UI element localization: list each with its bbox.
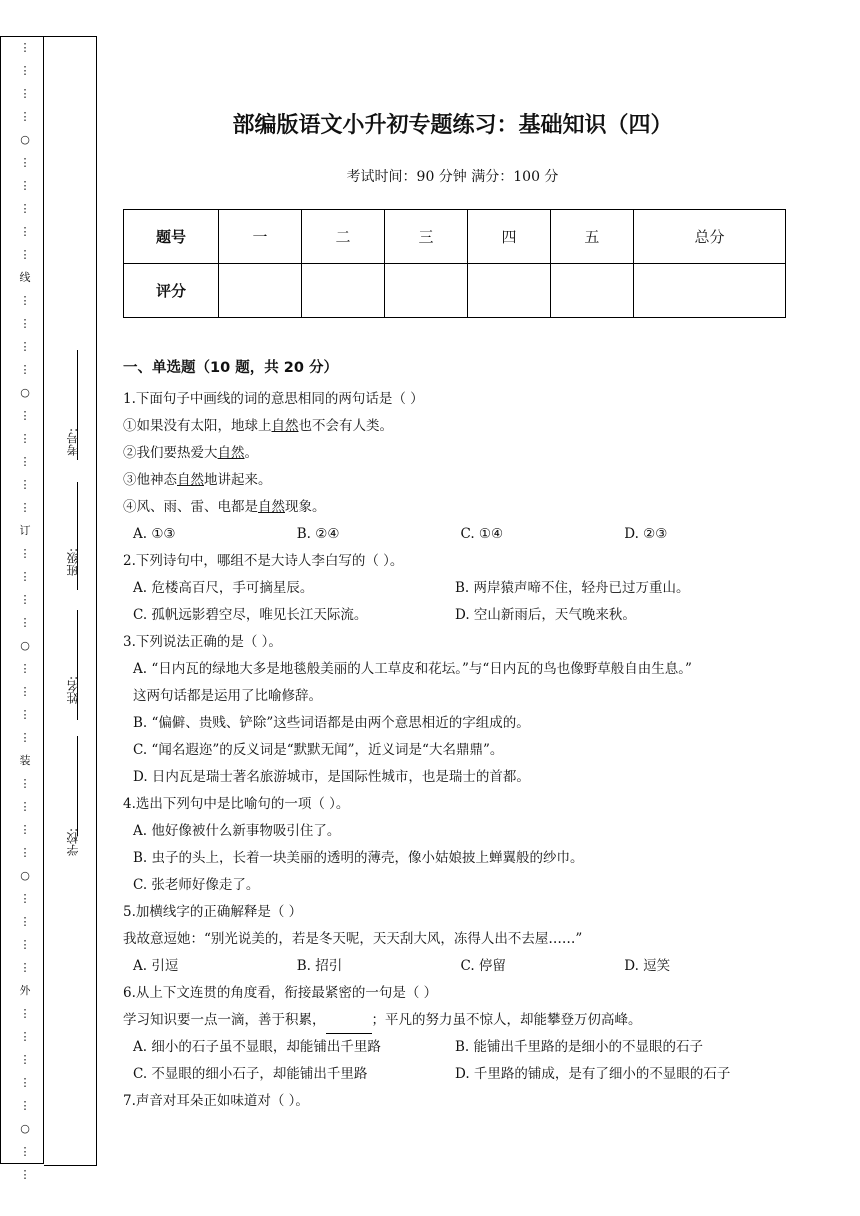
option[interactable]: A. 他好像被什么新事物吸引住了。 bbox=[133, 823, 341, 839]
options bbox=[123, 953, 788, 980]
section-heading: 一、单选题（10 题，共 20 分） bbox=[123, 360, 338, 376]
options bbox=[123, 602, 788, 629]
options bbox=[123, 521, 788, 548]
questions bbox=[123, 356, 788, 1115]
school-line bbox=[77, 736, 78, 836]
binding-margin bbox=[0, 36, 98, 1181]
option[interactable]: D. ②③ bbox=[624, 526, 668, 542]
score-cell[interactable] bbox=[550, 264, 633, 318]
table-cell: 五 bbox=[550, 210, 633, 264]
option[interactable]: D. 空山新雨后，天气晚来秋。 bbox=[455, 607, 636, 623]
option[interactable]: B. 两岸猿声啼不住，轻舟已过万重山。 bbox=[455, 580, 690, 596]
binding-mark: 线 bbox=[19, 271, 31, 284]
option[interactable]: C. 不显眼的细小石子，却能铺出千里路 bbox=[133, 1066, 368, 1082]
score-cell[interactable] bbox=[219, 264, 302, 318]
option[interactable]: C. ①④ bbox=[460, 526, 504, 542]
option[interactable]: D. 千里路的铺成，是有了细小的不显眼的石子 bbox=[455, 1066, 731, 1082]
options bbox=[123, 1034, 788, 1061]
table-cell: 四 bbox=[467, 210, 550, 264]
question-stem: 5.加横线字的正确解释是（ ） bbox=[123, 904, 303, 920]
question-stem: 1.下面句子中画线的词的意思相同的两句话是（ ） bbox=[123, 391, 424, 407]
option[interactable]: B. 招引 bbox=[296, 958, 343, 974]
table-cell: 评分 bbox=[124, 264, 219, 318]
table-cell: 题号 bbox=[124, 210, 219, 264]
option[interactable]: C. 张老师好像走了。 bbox=[133, 877, 260, 893]
option[interactable]: C. 停留 bbox=[460, 958, 506, 974]
answer-blank[interactable] bbox=[326, 1019, 372, 1034]
sentence: ③他神态自然地讲起来。 bbox=[123, 472, 272, 488]
binding-mark: ○ bbox=[20, 386, 30, 399]
binding-mark: ○ bbox=[20, 639, 30, 652]
score-cell[interactable] bbox=[384, 264, 467, 318]
options bbox=[123, 575, 788, 602]
binding-mark: ○ bbox=[20, 869, 30, 882]
option[interactable]: C. 孤帆远影碧空尽，唯见长江天际流。 bbox=[133, 607, 368, 623]
sentence: ④风、雨、雷、电都是自然现象。 bbox=[123, 499, 326, 515]
score-table bbox=[123, 209, 786, 318]
binding-mark: 装 bbox=[19, 754, 31, 767]
table-cell: 三 bbox=[384, 210, 467, 264]
option-continued: 这两句话都是运用了比喻修辞。 bbox=[133, 688, 322, 704]
option[interactable]: B. ②④ bbox=[296, 526, 340, 542]
sentence: ①如果没有太阳，地球上自然也不会有人类。 bbox=[123, 418, 393, 434]
question-stem: 6.从上下文连贯的角度看，衔接最紧密的一句是（ ） bbox=[123, 985, 438, 1001]
score-cell[interactable] bbox=[301, 264, 384, 318]
option[interactable]: B. 虫子的头上，长着一块美丽的透明的薄壳，像小姑娘披上蝉翼般的纱巾。 bbox=[133, 850, 584, 866]
name-label: 姓名: bbox=[66, 676, 80, 705]
class-label: 班级: bbox=[66, 548, 80, 577]
option[interactable]: A. 引逗 bbox=[133, 958, 179, 974]
table-row bbox=[124, 264, 786, 318]
option[interactable]: A. 危楼高百尺，手可摘星辰。 bbox=[133, 580, 314, 596]
table-row bbox=[124, 210, 786, 264]
option[interactable]: B. 能铺出千里路的是细小的不显眼的石子 bbox=[455, 1039, 704, 1055]
table-cell: 总分 bbox=[633, 210, 785, 264]
option[interactable]: D. 逗笑 bbox=[624, 958, 671, 974]
binding-dotted-line: ⋮ ⋮ ⋮ ⋮ ○ ⋮ ⋮ ⋮ ⋮ ⋮ 线 ⋮ ⋮ ⋮ ⋮ ○ ⋮ ⋮ ⋮ ⋮ ⋮ 订 ⋮ ⋮ ⋮ ⋮ ○ ⋮ ⋮ ⋮ ⋮ 装 ⋮ ⋮ ⋮ ⋮ ○ ⋮ ⋮ ⋮ ⋮ 外 ⋮ ⋮ ⋮ ⋮ ⋮ ○ ⋮ ⋮ bbox=[19, 41, 31, 1181]
binding-mark: ○ bbox=[20, 133, 30, 146]
options bbox=[123, 1061, 788, 1088]
page-title: 部编版语文小升初专题练习：基础知识（四） bbox=[232, 113, 673, 138]
question-stem: 3.下列说法正确的是（ ）。 bbox=[123, 634, 282, 650]
option[interactable]: A. “日内瓦的绿地大多是地毯般美丽的人工草皮和花坛。”与“日内瓦的鸟也像野草般自由生息。” bbox=[133, 661, 692, 677]
table-cell: 一 bbox=[219, 210, 302, 264]
question-stem: 4.选出下列句中是比喻句的一项（ ）。 bbox=[123, 796, 350, 812]
table-cell: 二 bbox=[301, 210, 384, 264]
binding-mark: 订 bbox=[19, 524, 31, 537]
school-label: 学校: bbox=[66, 828, 80, 857]
option[interactable]: A. 细小的石子虽不显眼，却能铺出千里路 bbox=[133, 1039, 381, 1055]
option[interactable]: C. “闻名遐迩”的反义词是“默默无闻”，近义词是“大名鼎鼎”。 bbox=[133, 742, 504, 758]
score-cell[interactable] bbox=[467, 264, 550, 318]
exam-number-label: 考号: bbox=[66, 428, 80, 457]
option[interactable]: A. ①③ bbox=[133, 526, 176, 542]
option[interactable]: D. 日内瓦是瑞士著名旅游城市，是国际性城市，也是瑞士的首都。 bbox=[133, 769, 530, 785]
question-stem: 7.声音对耳朵正如味道对（ ）。 bbox=[123, 1093, 309, 1109]
score-cell[interactable] bbox=[633, 264, 785, 318]
binding-mark: 外 bbox=[19, 984, 31, 997]
binding-frame bbox=[44, 36, 97, 1166]
sentence: ②我们要热爱大自然。 bbox=[123, 445, 258, 461]
sentence: 我故意逗她：“别光说美的，若是冬天呢，天天刮大风，冻得人出不去屋……” bbox=[123, 931, 583, 947]
question-stem: 2.下列诗句中，哪组不是大诗人李白写的（ ）。 bbox=[123, 553, 404, 569]
option[interactable]: B. “偏僻、贵贱、铲除”这些词语都是由两个意思相近的字组成的。 bbox=[133, 715, 530, 731]
exam-info: 考试时间：90 分钟 满分：100 分 bbox=[346, 169, 559, 185]
binding-mark: ○ bbox=[20, 1122, 30, 1135]
sentence: 学习知识要一点一滴，善于积累， ；平凡的努力虽不惊人，却能攀登万仞高峰。 bbox=[123, 1007, 788, 1034]
